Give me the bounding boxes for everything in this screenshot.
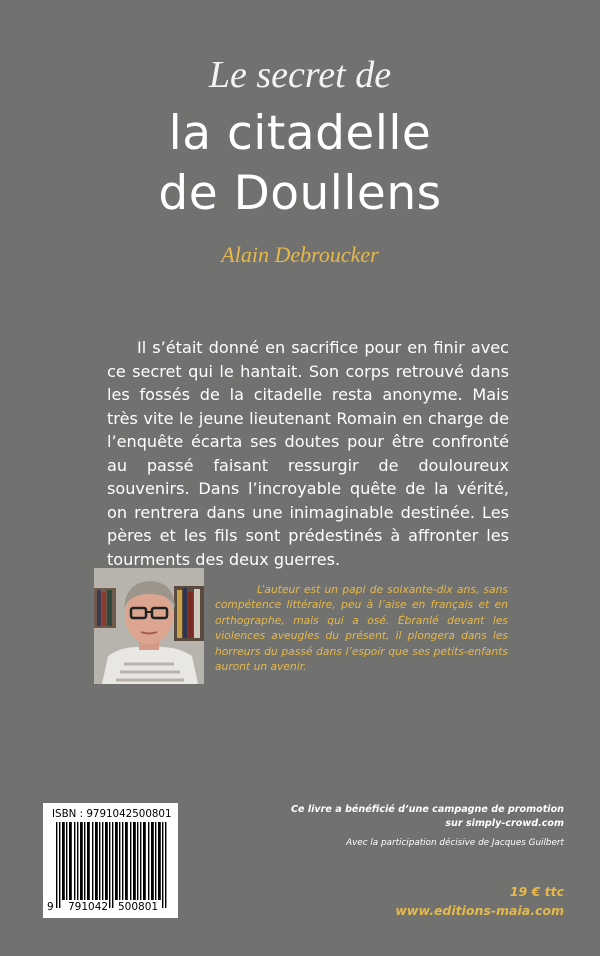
barcode-digit-first: 9	[47, 901, 54, 913]
promotion-line-1: Ce livre a bénéficié d’une campagne de promotion	[290, 804, 564, 815]
participation-note: Avec la participation décisive de Jacques Guilbert	[346, 838, 564, 848]
author-photo	[94, 568, 204, 684]
isbn-barcode	[43, 803, 178, 918]
title-line-small: Le secret de	[208, 54, 392, 96]
isbn-label: ISBN : 9791042500801	[52, 808, 172, 820]
author-biography: L’auteur est un papi de soixante-dix ans, sans compétence littéraire, peu à l’aise en français et en orthographe, mais qui a osé. Ébranlé devant les violences aveugles du présent, il plongera dans les horreurs du passé dans l’espoir que ses petits-enfants auront un avenir.	[215, 583, 508, 674]
author-name: Alain Debroucker	[221, 242, 379, 267]
barcode-digit-group-2: 500801	[118, 901, 159, 913]
barcode-digit-group-1: 791042	[68, 901, 109, 913]
title-line-1: la citadelle	[168, 106, 432, 161]
title-line-2: de Doullens	[158, 166, 442, 221]
promotion-note	[291, 803, 564, 831]
back-cover-blurb: Il s’était donné en sacrifice pour en finir avec ce secret qui le hantait. Son corps retrouvé dans les fossés de la citadelle resta anonyme. Mais très vite le jeune lieutenant Romain en charge de l’enquête écarta ses doutes pour être confronté au passé faisant ressurgir de douloureux souvenirs. Dans l’incroyable quête de la vérité, on rentrera dans une inimaginable destinée. Les pères et les fils sont prédestinés à affronter les tourments des deux guerres.	[107, 338, 509, 569]
price: 19 € ttc	[509, 884, 564, 899]
publisher-website: www.editions-maia.com	[395, 903, 564, 918]
author-portrait-image	[94, 568, 204, 684]
promotion-line-2: sur simply-crowd.com	[445, 817, 564, 829]
